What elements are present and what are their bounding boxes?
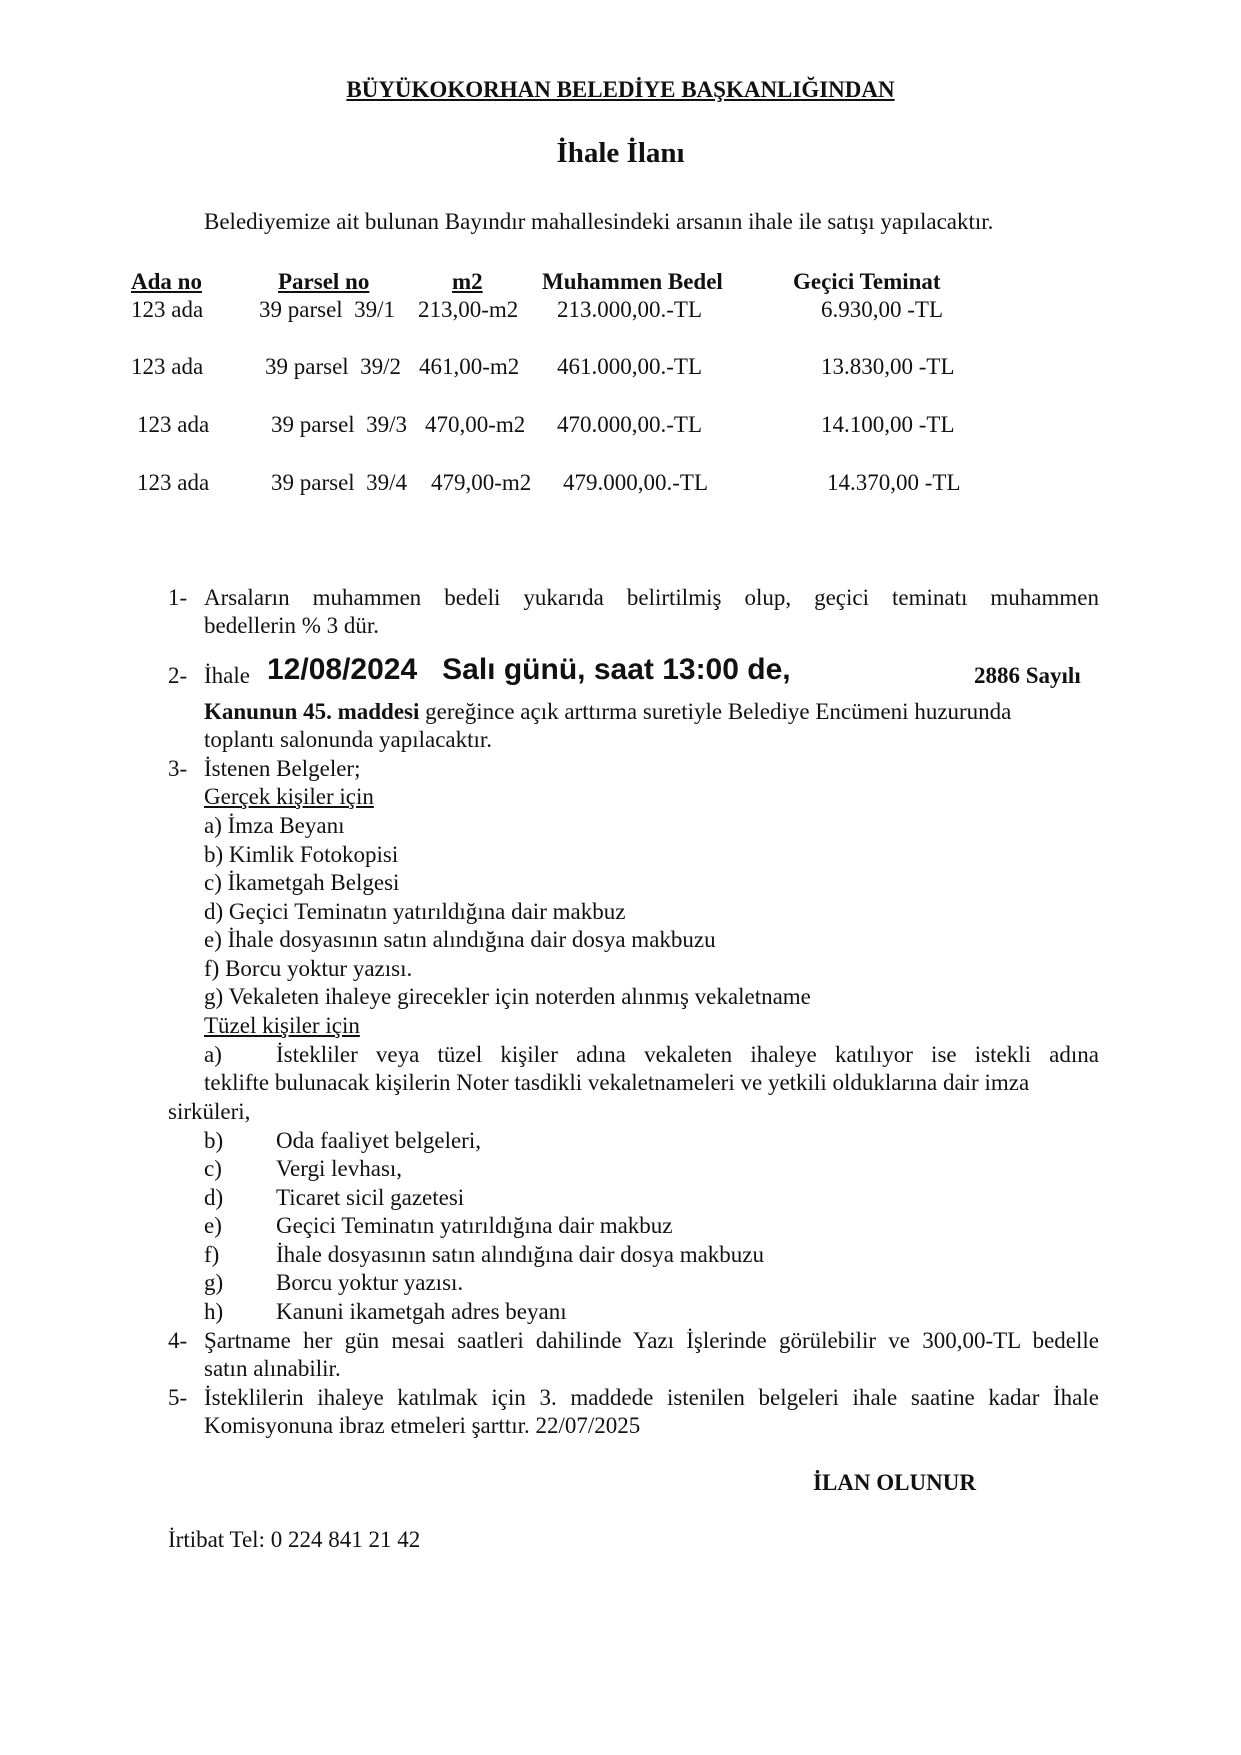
clause-number: 2- bbox=[168, 663, 188, 688]
list-item: sirküleri, bbox=[168, 1099, 251, 1124]
list-item: Ticaret sicil gazetesi bbox=[276, 1185, 465, 1210]
col-header-ada: Ada no bbox=[131, 269, 202, 294]
institution-heading: BÜYÜKOKORHAN BELEDİYE BAŞKANLIĞINDAN bbox=[346, 77, 895, 102]
col-header-m2: m2 bbox=[452, 269, 483, 294]
table-cell-teminat: 14.100,00 -TL bbox=[821, 412, 955, 437]
clause-text: satın alınabilir. bbox=[204, 1356, 341, 1381]
closing-statement: İLAN OLUNUR bbox=[813, 1470, 976, 1495]
table-cell-parsel: 39 parsel 39/3 bbox=[271, 412, 408, 437]
table-cell-bedel: 479.000,00.-TL bbox=[563, 470, 709, 495]
list-item: Oda faaliyet belgeleri, bbox=[276, 1128, 481, 1153]
legal-persons-heading: Tüzel kişiler için bbox=[204, 1013, 360, 1038]
table-cell-ada: 123 ada bbox=[131, 297, 204, 322]
list-item-letter: c) bbox=[204, 1156, 222, 1181]
clause-number: 3- bbox=[168, 756, 188, 781]
clause-number: 5- bbox=[168, 1385, 188, 1410]
list-item: g) Vekaleten ihaleye girecekler için noterden alınmış vekaletname bbox=[204, 984, 811, 1009]
table-cell-bedel: 213.000,00.-TL bbox=[557, 297, 703, 322]
table-cell-ada: 123 ada bbox=[131, 354, 204, 379]
notice-title: İhale İlanı bbox=[556, 137, 685, 169]
table-cell-bedel: 461.000,00.-TL bbox=[557, 354, 703, 379]
col-header-parsel: Parsel no bbox=[278, 269, 370, 294]
list-item-letter: f) bbox=[204, 1242, 220, 1267]
clause-text: İhale bbox=[204, 663, 250, 688]
clause-number: 1- bbox=[168, 585, 188, 610]
list-item-letter: h) bbox=[204, 1299, 224, 1324]
list-item: c) İkametgah Belgesi bbox=[204, 870, 400, 895]
clause-text: gereğince açık arttırma suretiyle Belediye Encümeni huzurunda bbox=[419, 699, 1012, 724]
table-cell-m2: 470,00-m2 bbox=[425, 412, 526, 437]
table-cell-parsel: 39 parsel 39/4 bbox=[271, 470, 408, 495]
list-item: e) İhale dosyasının satın alındığına dair dosya makbuzu bbox=[204, 927, 716, 952]
clause-text: toplantı salonunda yapılacaktır. bbox=[204, 727, 493, 752]
law-reference: 2886 Sayılı bbox=[974, 663, 1081, 688]
list-item: Borcu yoktur yazısı. bbox=[276, 1270, 464, 1295]
contact-phone: İrtibat Tel: 0 224 841 21 42 bbox=[168, 1527, 421, 1552]
table-cell-teminat: 13.830,00 -TL bbox=[821, 354, 955, 379]
table-cell-parsel: 39 parsel 39/2 bbox=[265, 354, 402, 379]
required-documents-heading: İstenen Belgeler; bbox=[204, 756, 361, 781]
law-article: Kanunun 45. maddesi bbox=[204, 699, 420, 724]
table-cell-teminat: 6.930,00 -TL bbox=[821, 297, 944, 322]
table-cell-bedel: 470.000,00.-TL bbox=[557, 412, 703, 437]
list-item: İstekliler veya tüzel kişiler adına vekaleten ihaleye katılıyor ise istekli adına bbox=[276, 1042, 1099, 1067]
list-item-letter: a) bbox=[204, 1042, 222, 1067]
table-cell-parsel: 39 parsel 39/1 bbox=[259, 297, 396, 322]
list-item: İhale dosyasının satın alındığına dair dosya makbuzu bbox=[276, 1242, 764, 1267]
list-item-letter: g) bbox=[204, 1270, 224, 1295]
list-item: a) İmza Beyanı bbox=[204, 813, 345, 838]
table-cell-teminat: 14.370,00 -TL bbox=[827, 470, 961, 495]
list-item: b) Kimlik Fotokopisi bbox=[204, 842, 399, 867]
table-cell-m2: 479,00-m2 bbox=[431, 470, 532, 495]
list-item-letter: b) bbox=[204, 1128, 224, 1153]
list-item: Geçici Teminatın yatırıldığına dair makbuz bbox=[276, 1213, 673, 1238]
clause-text: Şartname her gün mesai saatleri dahilinde Yazı İşlerinde görülebilir ve 300,00-TL bedelle bbox=[204, 1328, 1099, 1353]
list-item: f) Borcu yoktur yazısı. bbox=[204, 956, 413, 981]
clause-number: 4- bbox=[168, 1328, 188, 1353]
table-cell-ada: 123 ada bbox=[137, 412, 210, 437]
col-header-teminat: Geçici Teminat bbox=[793, 269, 941, 294]
col-header-bedel: Muhammen Bedel bbox=[542, 269, 723, 294]
real-persons-heading: Gerçek kişiler için bbox=[204, 784, 374, 809]
table-cell-m2: 213,00-m2 bbox=[418, 297, 519, 322]
list-item-letter: e) bbox=[204, 1213, 222, 1238]
intro-text: Belediyemize ait bulunan Bayındır mahallesindeki arsanın ihale ile satışı yapılacaktır. bbox=[204, 209, 994, 234]
list-item: Kanuni ikametgah adres beyanı bbox=[276, 1299, 567, 1324]
clause-text: İsteklilerin ihaleye katılmak için 3. maddede istenilen belgeleri ihale saatine kadar İhale bbox=[204, 1385, 1099, 1410]
list-item: d) Geçici Teminatın yatırıldığına dair makbuz bbox=[204, 899, 626, 924]
clause-text: bedellerin % 3 dür. bbox=[204, 613, 380, 638]
list-item: Vergi levhası, bbox=[276, 1156, 403, 1181]
tender-date-time: 12/08/2024 Salı günü, saat 13:00 de, bbox=[267, 653, 791, 686]
list-item: teklifte bulunacak kişilerin Noter tasdikli vekaletnameleri ve yetkili olduklarına dair imza bbox=[204, 1070, 1030, 1095]
table-cell-ada: 123 ada bbox=[137, 470, 210, 495]
clause-text: Arsaların muhammen bedeli yukarıda belirtilmiş olup, geçici teminatı muhammen bbox=[204, 585, 1099, 610]
table-cell-m2: 461,00-m2 bbox=[419, 354, 520, 379]
clause-text: Komisyonuna ibraz etmeleri şarttır. 22/07/2025 bbox=[204, 1413, 641, 1438]
list-item-letter: d) bbox=[204, 1185, 224, 1210]
